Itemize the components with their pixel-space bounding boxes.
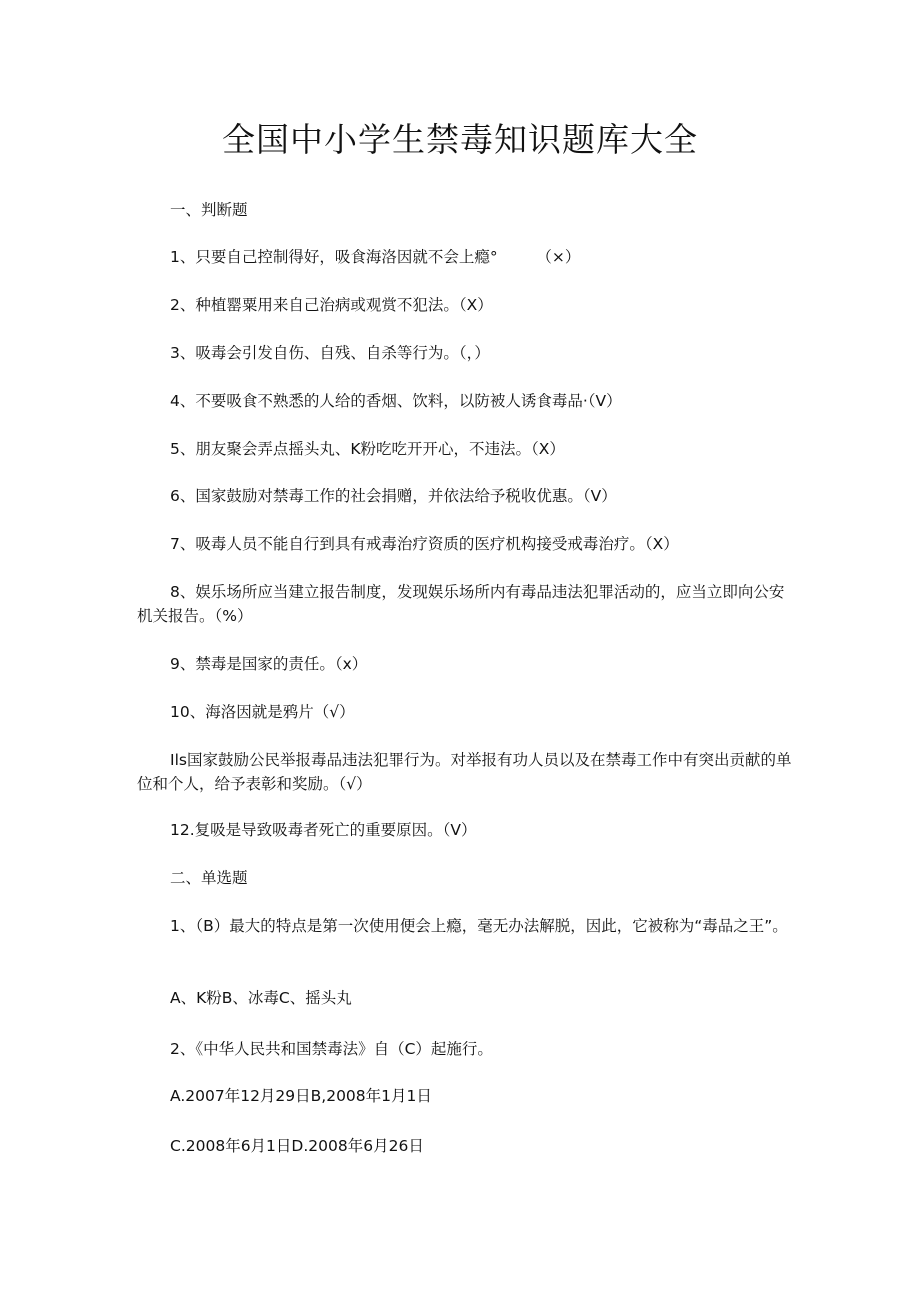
question-item-11: Ils国家鼓励公民举报毒品违法犯罪行为。对举报有功人员以及在禁毒工作中有突出贡献的单位和个人，给予表彰和奖励。（√）	[137, 751, 792, 793]
question-item-9: 9、禁毒是国家的责任。（x）	[170, 655, 368, 673]
choice-question-2: 2、《中华人民共和国禁毒法》自（C）起施行。	[170, 1040, 493, 1058]
question-item-10: 10、海洛因就是鸦片（√）	[170, 703, 355, 721]
question-item-8: 8、娱乐场所应当建立报告制度，发现娱乐场所内有毒品违法犯罪活动的，应当立即向公安机关报告。（%）	[137, 583, 785, 625]
question-item-2: 2、种植罂粟用来自己治病或观赏不犯法。（X）	[170, 296, 493, 314]
question-item-7: 7、吸毒人员不能自行到具有戒毒治疗资质的医疗机构接受戒毒治疗。（X）	[170, 535, 679, 553]
choice-question-2-options-cd: C.2008年6月1日D.2008年6月26日	[170, 1137, 424, 1155]
question-item-6: 6、国家鼓励对禁毒工作的社会捐赠，并依法给予税收优惠。（V）	[170, 487, 617, 505]
choice-question-1: 1、（B）最大的特点是第一次使用便会上瘾，毫无办法解脱，因此，它被称为“毒品之王”。	[170, 917, 788, 935]
question-item-12: 12.复吸是导致吸毒者死亡的重要原因。（V）	[170, 821, 477, 839]
choice-question-1-options: A、K粉B、冰毒C、摇头丸	[170, 989, 352, 1007]
question-item-3: 3、吸毒会引发自伤、自残、自杀等行为。（，）	[170, 344, 490, 362]
question-item-1: 1、只要自己控制得好，吸食海洛因就不会上瘾° （×）	[170, 248, 581, 266]
question-item-5: 5、朋友聚会弄点摇头丸、K粉吃吃开开心，不违法。（X）	[170, 440, 565, 458]
section-heading-true-false: 一、判断题	[170, 201, 248, 219]
question-item-4: 4、不要吸食不熟悉的人给的香烟、饮料，以防被人诱食毒品·（V）	[170, 392, 622, 410]
page-title: 全国中小学生禁毒知识题库大全	[222, 120, 698, 159]
section-heading-single-choice: 二、单选题	[170, 869, 248, 887]
choice-question-2-options-ab: A.2007年12月29日B,2008年1月1日	[170, 1087, 432, 1105]
